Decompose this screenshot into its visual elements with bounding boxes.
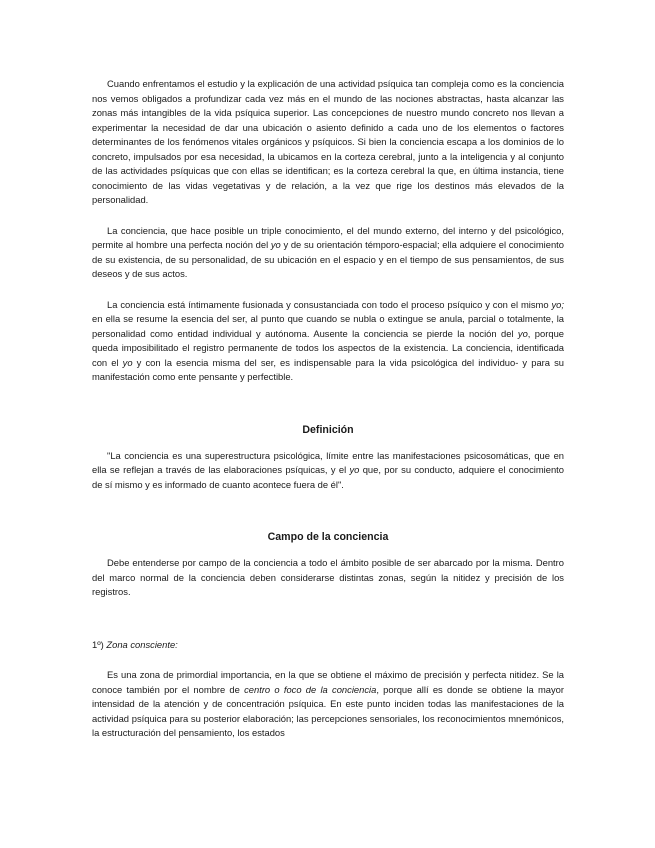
emphasis-yo: yo; [551, 298, 564, 310]
heading-definicion: Definición [302, 423, 354, 436]
paragraph-definition-quote [92, 449, 564, 493]
text-run: La conciencia, que hace posible un triple conocimiento, el del mundo externo, del interno y del psicológico, permite al hombre una perfecta noción del [92, 224, 564, 250]
page-content [92, 77, 564, 741]
text-run: "La conciencia es una superestructura psicológica, límite entre las manifestaciones psicosomáticas, que en ella se reflejan a través de las elaboraciones psíquicas, y el [92, 449, 564, 475]
paragraph-campo: Debe entenderse por campo de la conciencia a todo el ámbito posible de ser abarcado por la misma. Dentro del marco normal de la conciencia deben considerarse distintas zonas, según la nitidez y precisión de los registros. [92, 557, 564, 597]
text-run: , porque queda imposibilitado el registro permanente de todos los aspectos de la existencia. La conciencia, identificada con el [92, 327, 564, 368]
emphasis-centro: centro o foco de la conciencia [244, 683, 377, 695]
zona-number: 1º) [92, 638, 107, 650]
emphasis-yo: yo [270, 239, 281, 250]
emphasis-yo: yo [349, 464, 360, 475]
text-run: en ella se resume la esencia del ser, al punto que cuando se nubla o extingue se anula, parcial o totalmente, la personalidad como entidad individual y autónoma. Ausente la conciencia se pierde la noción del [92, 313, 564, 339]
text-run: y de su orientación témporo-espacial; ella adquiere el conocimiento de su existencia, de su personalidad, de su ubicación en el espacio y en el tiempo de sus pensamientos, de sus deseos y de sus actos. [92, 239, 564, 279]
zona-title: Zona consciente: [106, 638, 178, 650]
paragraph-intro: Cuando enfrentamos el estudio y la explicación de una actividad psíquica tan compleja como es la conciencia nos vemos obligados a profundizar cada vez más en el mundo de las nociones abstractas, hasta alcanzar las zonas más intangibles de la vida psíquica superior. Las concepciones de nuestro mundo concreto nos llevan a experimentar la necesidad de dar una ubicación o asiento definido a cada uno de los elementos o factores determinantes de los fenómenos vitales orgánicos y psíquicos. Si bien la conciencia escapa a los dominios de lo concreto, impulsados por esa necesidad, la ubicamos en la corteza cerebral, junto a la inteligencia y al conjunto de las actividades psíquicas que con ellas se identifican; es la corteza cerebral la que, en última instancia, tiene conocimiento de las vidas vegetativas y de relación, a la vez que rige los destinos más elevados de la personalidad. [92, 78, 564, 205]
paragraph-zona-consciente [92, 668, 564, 741]
paragraph-fusion [92, 298, 564, 385]
text-run: Es una zona de primordial importancia, en la que se obtiene el máximo de precisión y perfecta nitidez. Se la conoce también por el nombre de [92, 669, 564, 695]
paragraph-triple-knowledge [92, 224, 564, 282]
emphasis-yo: yo [517, 327, 528, 339]
text-run: , porque allí es donde se obtiene la mayor intensidad de la atención y de concentración psíquica. En este punto inciden todas las manifestaciones de la actividad psíquica para su posterior elaboración; las percepciones sensoriales, los reconocimientos mnemónicos, la estructuración del pensamiento, los estados [92, 683, 564, 738]
text-run: y con la esencia misma del ser, es indispensable para la vida psicológica del individuo- y para su manifestación como ente pensante y perfectible. [92, 356, 565, 382]
heading-campo: Campo de la conciencia [267, 531, 389, 543]
emphasis-yo: yo [122, 356, 133, 368]
text-run: La conciencia está íntimamente fusionada y consustanciada con todo el proceso psíquico y con el mismo [107, 298, 552, 310]
text-run: que, por su conducto, adquiere el conocimiento de sí mismo y es informado de cuanto acontece fuera de él". [92, 464, 564, 490]
subheading-zona-consciente [92, 638, 564, 653]
